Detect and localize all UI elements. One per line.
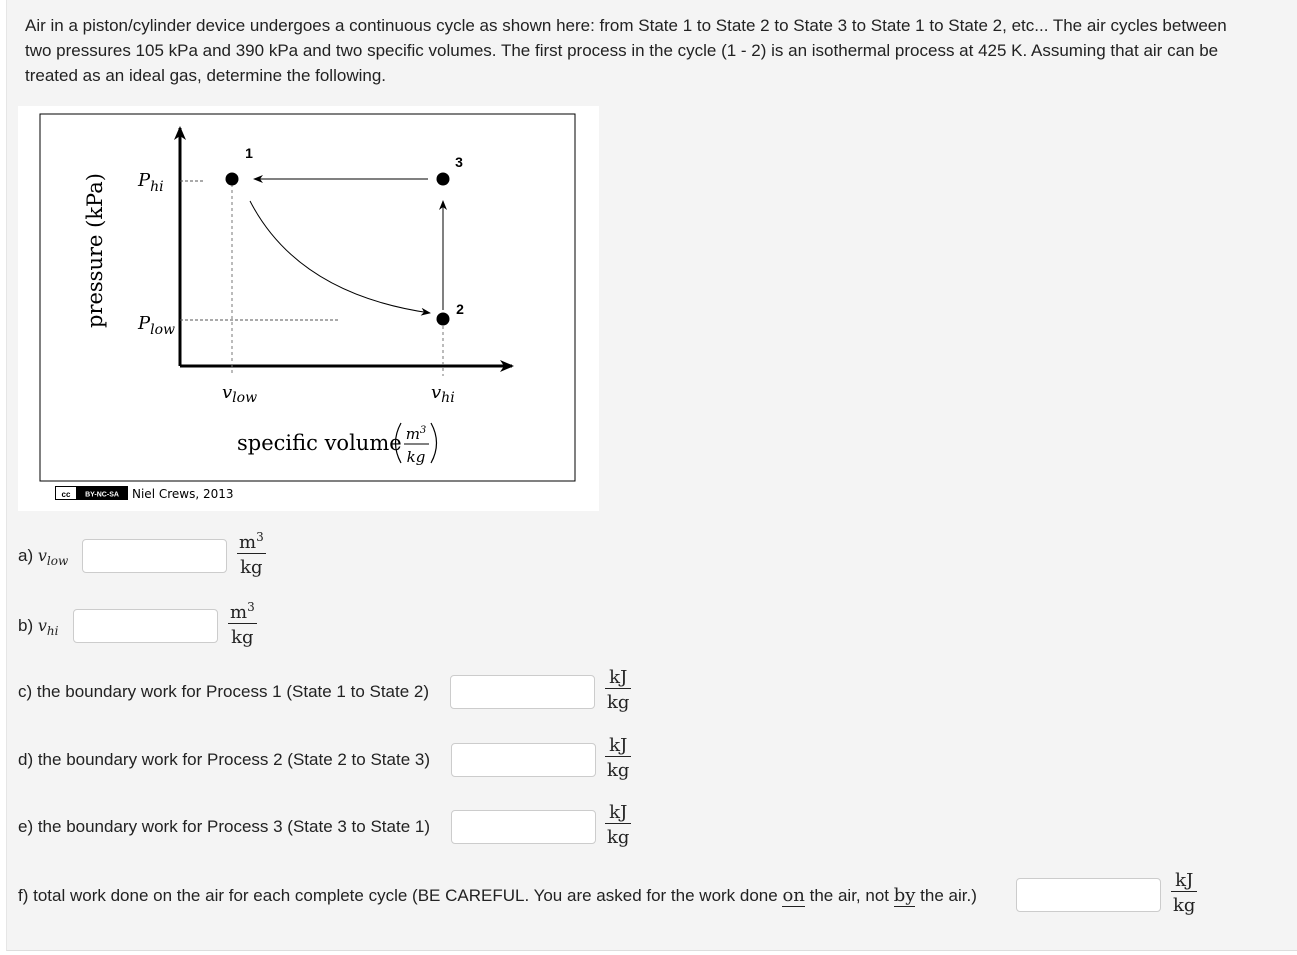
p-hi-label: $P_{hi}$ xyxy=(138,170,164,195)
state-1-point xyxy=(226,173,239,186)
question-b-label: b) $v_{hi}$ xyxy=(18,616,59,639)
state-1-label: 1 xyxy=(245,145,253,161)
diagram-frame xyxy=(40,114,575,481)
unit-d: $\frac{kJ}{kg}$ xyxy=(607,735,630,781)
answer-f-input[interactable] xyxy=(1016,878,1161,912)
question-a-label: a) $v_{low}$ xyxy=(18,546,69,569)
answer-d-input[interactable] xyxy=(451,743,596,777)
answer-a-input[interactable] xyxy=(82,539,227,573)
intro-line-2: two pressures 105 kPa and 390 kPa and two specific volumes. The first process in the cycle (1 - 2) is an isothermal process at 425 K. Assuming that air can be xyxy=(25,41,1219,60)
v-hi-label: $v_{hi}$ xyxy=(431,382,455,406)
cc-license-text: BY-NC-SA xyxy=(85,491,119,499)
unit-a: $\frac{m^3}{kg}$ xyxy=(239,530,264,578)
state-2-point xyxy=(437,313,450,326)
state-2-label: 2 xyxy=(456,301,464,317)
answer-c-input[interactable] xyxy=(450,675,595,709)
state-3-label: 3 xyxy=(455,154,463,170)
question-e-label: e) the boundary work for Process 3 (State 3 to State 1) xyxy=(18,817,430,836)
cc-license-icon: cc xyxy=(61,490,71,499)
figure-credit: Niel Crews, 2013 xyxy=(132,487,234,501)
emphasis-by: by xyxy=(893,885,916,906)
unit-b: $\frac{m^3}{kg}$ xyxy=(230,600,255,648)
question-c-label: c) the boundary work for Process 1 (State 1 to State 2) xyxy=(18,682,430,701)
x-unit-denominator: kg xyxy=(406,448,426,466)
emphasis-on: on xyxy=(782,885,805,906)
pv-diagram-figure xyxy=(18,106,599,511)
x-unit-numerator: $m^3$ xyxy=(405,425,427,443)
pv-diagram xyxy=(18,106,599,511)
v-low-label: $v_{low}$ xyxy=(222,382,258,406)
unit-f: $\frac{kJ}{kg}$ xyxy=(1173,870,1196,916)
y-axis-title: pressure (kPa) xyxy=(83,173,107,328)
answer-b-input[interactable] xyxy=(73,609,218,643)
intro-line-1: Air in a piston/cylinder device undergoes a continuous cycle as shown here: from State 1 to State 2 to State 3 to State 1 to State 2, etc... The air cycles between xyxy=(25,16,1227,35)
answer-e-input[interactable] xyxy=(451,810,596,844)
problem-statement xyxy=(25,13,1280,88)
question-d-label: d) the boundary work for Process 2 (State 2 to State 3) xyxy=(18,750,430,769)
intro-line-3: treated as an ideal gas, determine the following. xyxy=(25,66,387,85)
x-axis-title: specific volume xyxy=(237,431,402,455)
unit-e: $\frac{kJ}{kg}$ xyxy=(607,802,630,848)
question-f-label: f) total work done on the air for each complete cycle (BE CAREFUL. You are asked for the work done on the air, not by the air.) xyxy=(18,885,977,906)
p-low-label: $P_{low}$ xyxy=(138,313,176,338)
state-3-point xyxy=(437,173,450,186)
unit-c: $\frac{kJ}{kg}$ xyxy=(607,667,630,713)
